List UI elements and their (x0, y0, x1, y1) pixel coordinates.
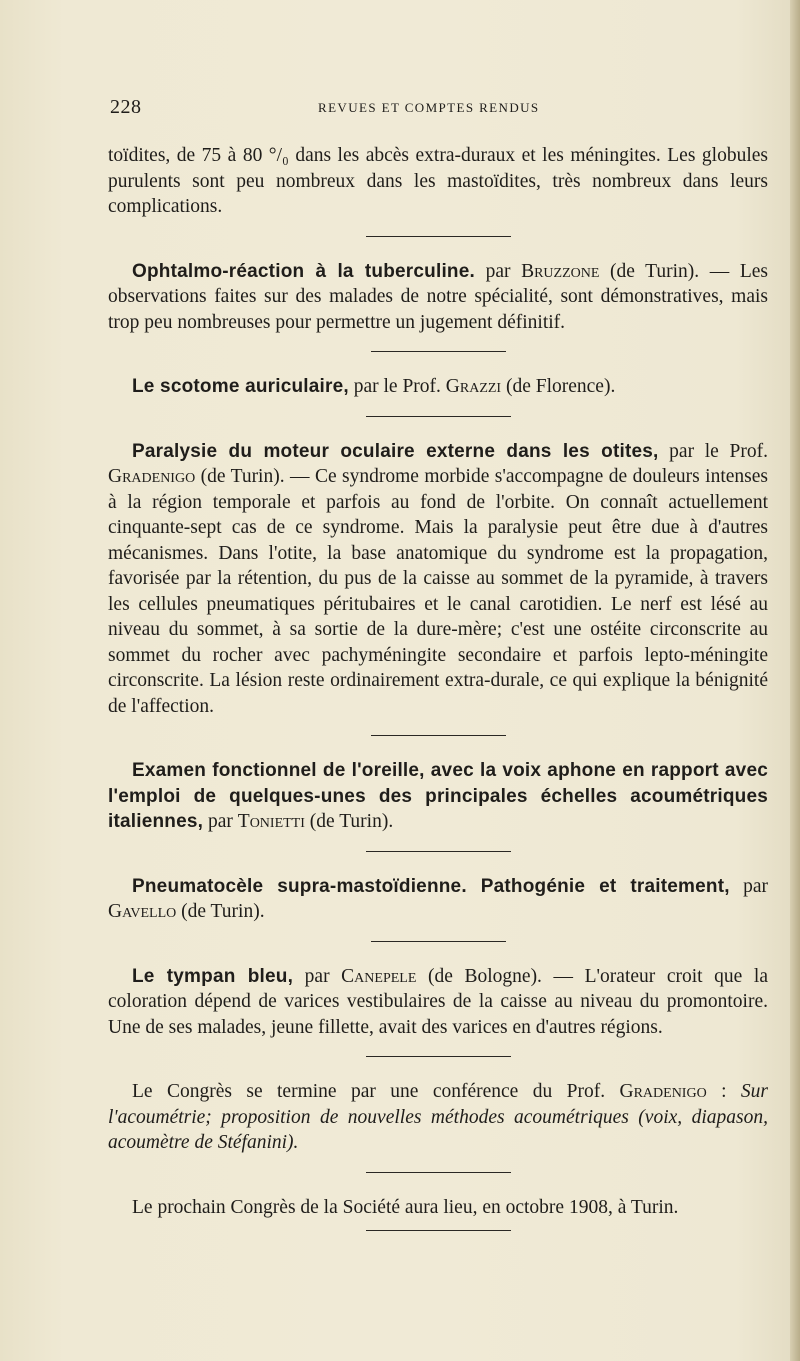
author-name: Tonietti (237, 811, 305, 832)
author-name: Grazzi (445, 376, 502, 397)
separator-rule (366, 416, 511, 417)
author-name: Gradenigo (108, 466, 196, 487)
author-name: Bruzzone (521, 260, 600, 282)
section-ophtalmo-reaction: Ophtalmo-réaction à la tuberculine. par Bruzzone (de Turin). — Les observations faites sur des malades de notre spécialité, sont démonstratives, mais trop peu nombreuses pour permettre un jugement définitif. (108, 260, 768, 333)
author-name: Gavello (108, 901, 177, 922)
separator-rule (366, 1056, 511, 1057)
section-text: Ce syndrome morbide s'accompagne de douleurs intenses à la région temporale et parfois au fond de l'orbite. On connaît actuellement cinquante-sept cas de ce syndrome. Mais la paralysie peut être due à d'autres mécanismes. Dans l'otite, la base anatomique du syndrome est la propagation, favorisée par la rétention, du pus de la caisse au sommet de la pyramide, à travers les cellules pneumatiques péritubaires et le canal carotidien. Le nerf est lésé au niveau du sommet, à sa sortie de la dure-mère; c'est une ostéite circonscrite au sommet du rocher avec pachyméningite secondaire et parfois lepto-méningite circonscrite. La lésion reste ordinairement extra-durale, ce qui explique la bénignité de l'affection. (108, 466, 768, 717)
page-number: 228 (110, 96, 142, 118)
separator-rule (371, 735, 506, 736)
separator-rule (366, 1172, 511, 1173)
author-name: Canepele (341, 965, 417, 987)
section-title: Le tympan bleu, (132, 965, 294, 987)
running-head: REVUES ET COMPTES RENDUS (318, 100, 540, 115)
section-title: Examen fonctionnel de l'oreille, avec la voix aphone en rapport avec l'emploi de quelques-unes des principales échelles acoumétriques italiennes, (108, 760, 768, 832)
section-paralysie-moteur-oculaire: Paralysie du moteur oculaire externe dans les otites, par le Prof. Gradenigo (de Turin). — Ce syndrome morbide s'accompagne de douleurs intenses à la région temporale et parfois au fond de l'orbite. On connaît actuellement cinquante-sept cas de ce syndrome. Mais la paralysie peut être due à d'autres mécanismes. Dans l'otite, la base anatomique du syndrome est la propagation, favorisée par la rétention, du pus de la caisse au sommet de la pyramide, à travers les cellules pneumatiques péritubaires et le canal carotidien. Le nerf est lésé au niveau du sommet, à sa sortie de la dure-mère; c'est une ostéite circonscrite au sommet du rocher avec pachyméningite secondaire et parfois lepto-méningite circonscrite. La lésion reste ordinairement extra-durale, ce qui explique la bénignité de l'affection. (108, 440, 768, 717)
section-title: Paralysie du moteur oculaire externe dans les otites, (132, 440, 659, 462)
section-title: Le scotome auriculaire, (132, 376, 349, 397)
section-title: Pneumatocèle supra-mastoïdienne. Pathogénie et traitement, (132, 875, 730, 897)
section-title: Ophtalmo-réaction à la tuberculine. (132, 260, 475, 282)
section-text: L'orateur croit que la coloration dépend de varices vestibulaires de la caisse au niveau du promontoire. Une de ses malades, jeune fillette, avait des varices en d'autres régions. (108, 965, 768, 1038)
section-tympan-bleu: Le tympan bleu, par Canepele (de Bologne). — L'orateur croit que la coloration dépend de varices vestibulaires de la caisse au niveau du promontoire. Une de ses malades, jeune fillette, avait des varices en d'autres régions. (108, 965, 768, 1038)
page-header (108, 96, 768, 124)
conference-title: Sur l'acoumétrie; proposition de nouvelles méthodes acoumétriques (voix, diapason, acoumètre de Stéfanini). (108, 1081, 769, 1153)
closing-rule (366, 1230, 511, 1231)
page-edge (790, 0, 800, 1361)
intro-paragraph: toïdites, de 75 à 80 °/₀ dans les abcès extra-duraux et les méningites. Les globules purulents sont peu nombreux dans les mastoïdites, très nombreux dans leurs complications. (108, 145, 768, 217)
separator-rule (371, 941, 506, 942)
body-text (108, 143, 768, 1253)
author-name: Gradenigo (619, 1081, 707, 1102)
section-scotome-auriculaire: Le scotome auriculaire, par le Prof. Grazzi (de Florence). (132, 376, 616, 397)
separator-rule (366, 236, 511, 237)
section-examen-fonctionnel: Examen fonctionnel de l'oreille, avec la voix aphone en rapport avec l'emploi de quelques-unes des principales échelles acoumétriques italiennes, par Tonietti (de Turin). (108, 760, 768, 832)
separator-rule (371, 351, 506, 352)
next-congress-paragraph: Le prochain Congrès de la Société aura lieu, en octobre 1908, à Turin. (132, 1196, 679, 1218)
closing-congress-paragraph: Le Congrès se termine par une conférence du Prof. Gradenigo : Sur l'acoumétrie; proposition de nouvelles méthodes acoumétriques (voix, diapason, acoumètre de Stéfanini). (108, 1081, 769, 1153)
section-text: Les observations faites sur des malades de notre spécialité, sont démonstratives, mais trop peu nombreuses pour permettre un jugement définitif. (108, 260, 768, 333)
section-pneumatocele: Pneumatocèle supra-mastoïdienne. Pathogénie et traitement, par Gavello (de Turin). (108, 875, 768, 922)
separator-rule (366, 851, 511, 852)
